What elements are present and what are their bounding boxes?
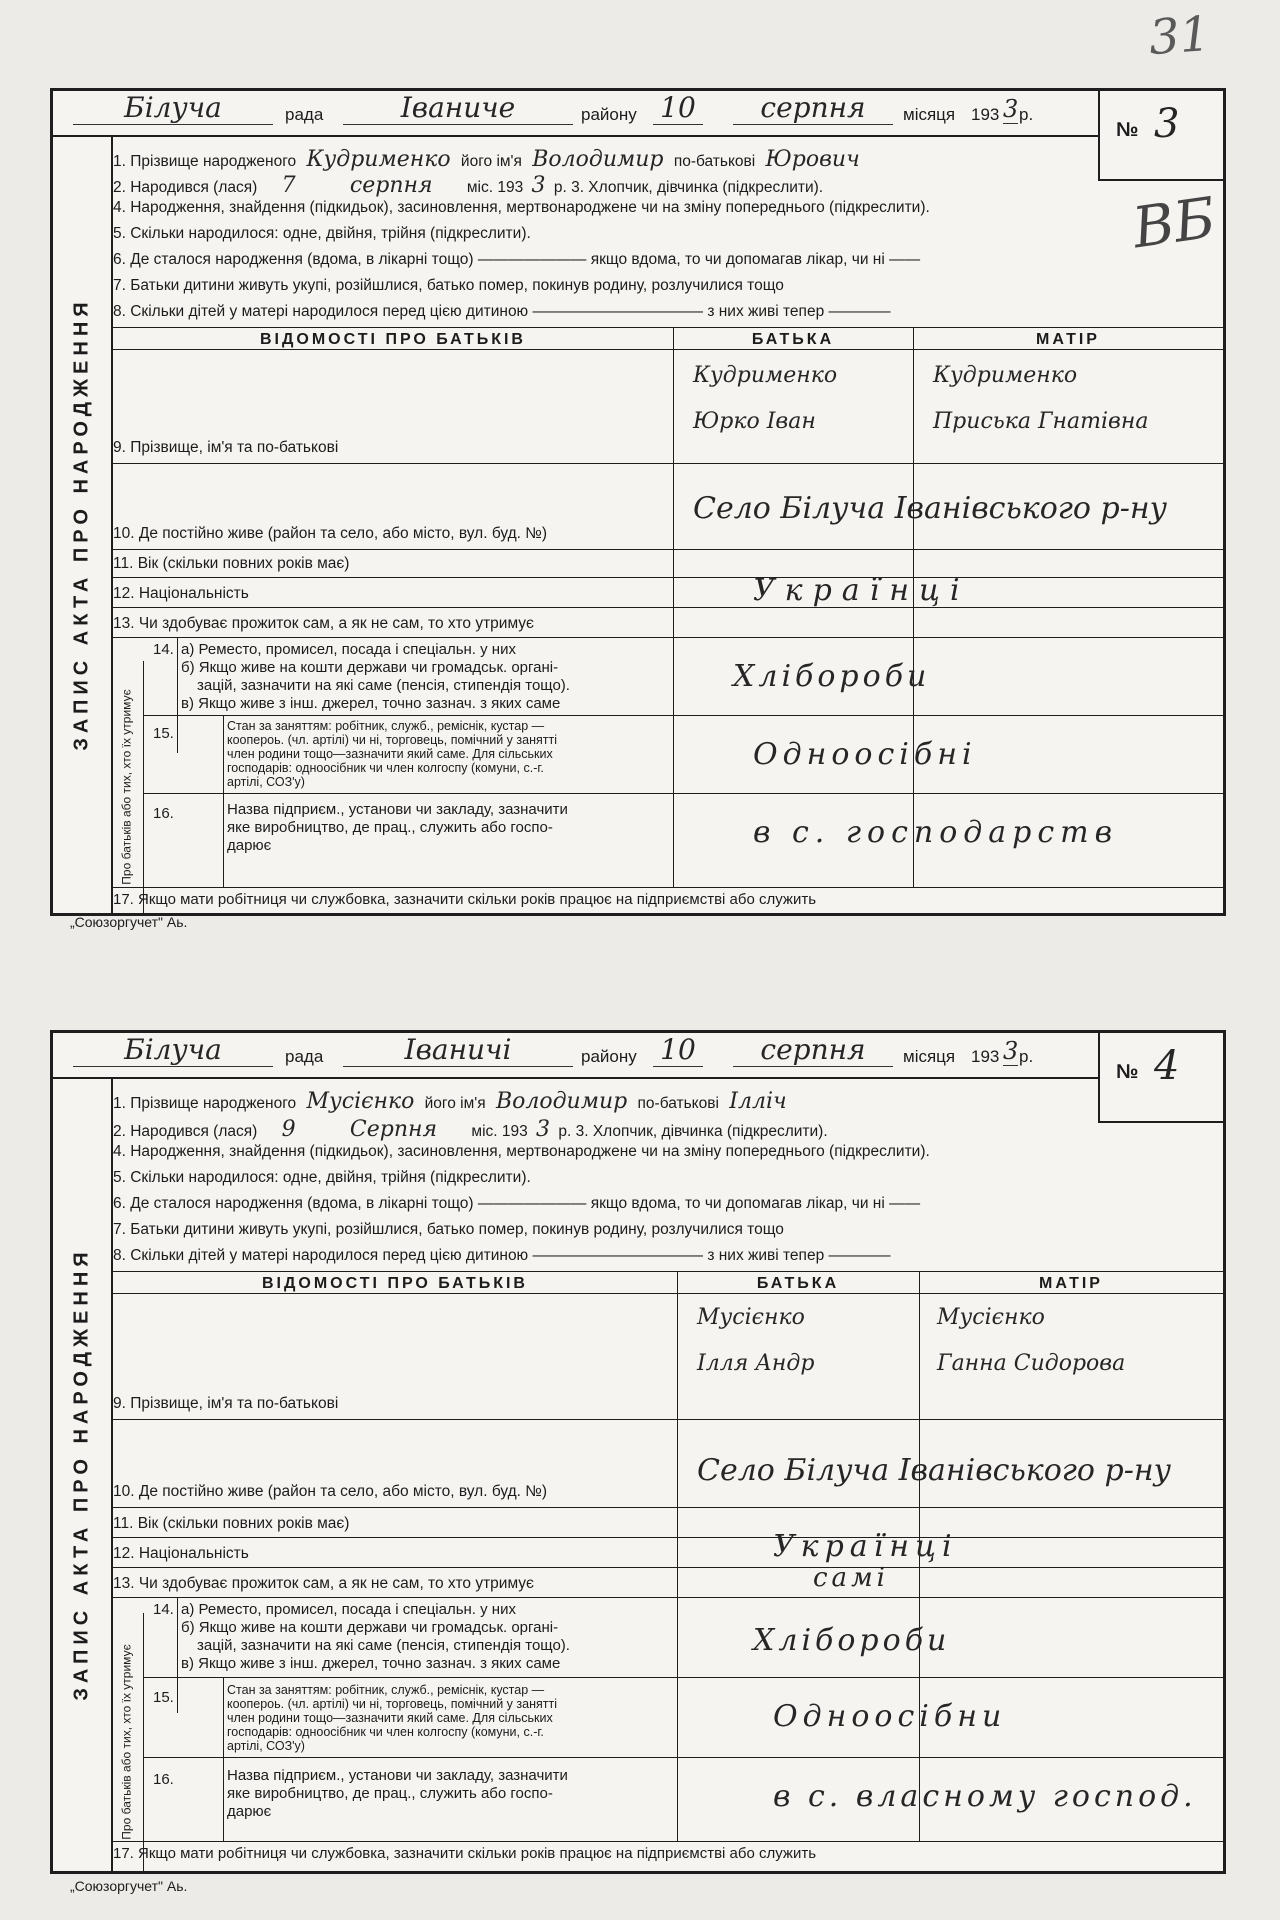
- mother-name: Ганна Сидорова: [937, 1351, 1126, 1376]
- mother-surname: Кудрименко: [933, 363, 1078, 388]
- line-5: 5. Скільки народилося: одне, двійня, трійня (підкреслити).: [113, 225, 531, 242]
- side-subtitle: Про батьків або тих, хто їх утримує: [111, 661, 144, 913]
- month-label: місяця: [903, 105, 956, 124]
- row-14-a: а) Реместо, промисел, посада і спеціальн. у них: [181, 641, 516, 658]
- line-7: 7. Батьки дитини живуть укупі, розійшлися, батько помер, покинув родину, розлучилися тощо: [113, 277, 784, 294]
- village-council-value: Білуча: [73, 91, 273, 125]
- row-9-label: 9. Прізвище, ім'я та по-батькові: [113, 439, 339, 456]
- side-subtitle: Про батьків або тих, хто їх утримує: [111, 1613, 144, 1871]
- line-1: 1. Прізвище народженого Мусієнко його ім'я Володимир по-батькові Ілліч: [113, 1089, 787, 1114]
- village-council-value: Білуча: [73, 1033, 273, 1067]
- row-15-line-3: член родини тощо—зазначити який саме. Для сільських: [227, 1711, 553, 1725]
- printer-imprint-1: „Союзоргучет" Аь.: [70, 914, 188, 930]
- row-14-b2: зацій, зазначити на які саме (пенсія, стипендія тощо).: [197, 677, 570, 694]
- col-mother-header: МАТІР: [1039, 1275, 1103, 1292]
- line-2: 2. Народився (лася) 9 Серпня міс. 193 3 р. 3. Хлопчик, дівчинка (підкреслити).: [113, 1117, 828, 1142]
- row-16-line-1: Назва підприєм., установи чи закладу, зазначити: [227, 1767, 568, 1784]
- father-surname: Кудрименко: [693, 363, 838, 388]
- mother-name: Приська Гнатівна: [933, 409, 1149, 434]
- line-7: 7. Батьки дитини живуть укупі, розійшлися, батько помер, покинув родину, розлучилися тощо: [113, 1221, 784, 1238]
- row-16-line-2: яке виробництво, де прац., служить або госпо-: [227, 819, 553, 836]
- line-8: 8. Скільки дітей у матері народилося перед цією дитиною ——————————— з них живі тепер ————: [113, 1247, 891, 1264]
- row-14-number: 14.: [153, 1601, 174, 1618]
- row-13-label: 13. Чи здобуває прожиток сам, а як не сам, то хто утримує: [113, 615, 534, 632]
- row-15-number: 15.: [153, 725, 174, 742]
- month-label: місяця: [903, 1047, 956, 1066]
- nationality-value: Українці: [753, 573, 970, 608]
- col-info-header: ВІДОМОСТІ ПРО БАТЬКІВ: [262, 1275, 528, 1292]
- row-13-label: 13. Чи здобуває прожиток сам, а як не сам, то хто утримує: [113, 1575, 534, 1592]
- row-11-label: 11. Вік (скільки повних років має): [113, 1515, 350, 1532]
- col-father-header: БАТЬКА: [756, 1275, 840, 1292]
- year-end: р.: [1019, 105, 1034, 124]
- row-10-label: 10. Де постійно живе (район та село, або місто, вул. буд. №): [113, 1483, 548, 1500]
- row-15-line-4: господарів: одноосібник чи член колгоспу (комуни, с.-г.: [227, 1725, 544, 1739]
- year-prefix: 193: [971, 105, 1000, 124]
- day-value: 10: [653, 91, 703, 125]
- row-16-number: 16.: [153, 805, 174, 822]
- row-15-number: 15.: [153, 1689, 174, 1706]
- row-10-label: 10. Де постійно живе (район та село, або місто, вул. буд. №): [113, 525, 548, 542]
- row-15-line-5: артілі, СОЗ'у): [227, 1739, 305, 1753]
- row-16-line-2: яке виробництво, де прац., служить або госпо-: [227, 1785, 553, 1802]
- row-14-number: 14.: [153, 641, 174, 658]
- month-value: серпня: [733, 1033, 893, 1067]
- line-17: 17. Якщо мати робітниця чи службовка, зазначити скільки років працює на підприємстві або служить: [113, 891, 817, 908]
- line-8: 8. Скільки дітей у матері народилося перед цією дитиною ——————————— з них живі тепер ————: [113, 303, 891, 320]
- margin-mark: ВБ: [1128, 185, 1220, 262]
- district-label: району: [581, 1047, 637, 1066]
- row-15-line-3: член родини тощо—зазначити який саме. Для сільських: [227, 747, 553, 761]
- line-1: 1. Прізвище народженого Кудрименко його ім'я Володимир по-батькові Юрович: [113, 147, 860, 172]
- record-number-box: [1098, 1033, 1223, 1123]
- printer-imprint-2: „Союзоргучет" Аь.: [70, 1878, 188, 1894]
- row-14-b2: зацій, зазначити на які саме (пенсія, стипендія тощо).: [197, 1637, 570, 1654]
- row-16-number: 16.: [153, 1771, 174, 1788]
- side-title: ЗАПИС АКТА ПРО НАРОДЖЕННЯ: [53, 1077, 113, 1871]
- row-12-label: 12. Національність: [113, 585, 249, 602]
- row-14-a: а) Реместо, промисел, посада і спеціальн. у них: [181, 1601, 516, 1618]
- row-14-b1: б) Якщо живе на кошти держави чи громадськ. органі-: [181, 659, 559, 676]
- district-value: Іваниче: [343, 91, 573, 125]
- line-5: 5. Скільки народилося: одне, двійня, трійня (підкреслити).: [113, 1169, 531, 1186]
- residence-value: Село Білуча Іванівського р-ну: [697, 1453, 1172, 1488]
- record-number-label: №: [1116, 119, 1139, 141]
- father-name: Юрко Іван: [693, 409, 816, 434]
- record-number-box: [1098, 91, 1223, 181]
- col-mother-header: МАТІР: [1036, 331, 1100, 348]
- support-value: самі: [813, 1563, 889, 1593]
- district-value: Іваничі: [343, 1033, 573, 1067]
- residence-value: Село Білуча Іванівського р-ну: [693, 491, 1168, 526]
- occupation-value: Хлібороби: [753, 1623, 951, 1658]
- record-number-value: 4: [1154, 1043, 1180, 1089]
- status-value: Одноосібни: [773, 1699, 1007, 1734]
- workplace-value: в с. господарств: [753, 815, 1119, 850]
- year-suffix: 3: [1003, 1037, 1019, 1065]
- rada-label: рада: [285, 105, 324, 124]
- col-father-header: БАТЬКА: [751, 331, 835, 348]
- line-6: 6. Де сталося народження (вдома, в лікарні тощо) ——————— якщо вдома, то чи допомагав лікар, чи ні ——: [113, 1195, 921, 1212]
- row-16-line-3: дарює: [227, 837, 272, 854]
- row-14-c: в) Якщо живе з інш. джерел, точно зазнач. з яких саме: [181, 1655, 561, 1672]
- year-end: р.: [1019, 1047, 1034, 1066]
- row-12-label: 12. Національність: [113, 1545, 249, 1562]
- workplace-value: в с. власному господ.: [773, 1779, 1197, 1814]
- line-2: 2. Народився (лася) 7 серпня міс. 193 3 р. 3. Хлопчик, дівчинка (підкреслити).: [113, 173, 824, 198]
- row-15-line-1: Стан за заняттям: робітник, служб., реміснік, кустар —: [227, 719, 545, 733]
- rada-label: рада: [285, 1047, 324, 1066]
- archive-page-number: 31: [1147, 5, 1212, 67]
- record-number-label: №: [1116, 1061, 1139, 1083]
- line-6: 6. Де сталося народження (вдома, в лікарні тощо) ——————— якщо вдома, то чи допомагав лікар, чи ні ——: [113, 251, 921, 268]
- birth-record-form-1: [50, 88, 1226, 916]
- line-4: 4. Народження, знайдення (підкидьок), засиновлення, мертвонароджене чи на зміну попереднього (підкреслити).: [113, 1143, 930, 1160]
- month-value: серпня: [733, 91, 893, 125]
- row-14-c: в) Якщо живе з інш. джерел, точно зазнач. з яких саме: [181, 695, 561, 712]
- father-surname: Мусієнко: [697, 1305, 805, 1330]
- line-4: 4. Народження, знайдення (підкидьок), засиновлення, мертвонароджене чи на зміну попереднього (підкреслити).: [113, 199, 930, 216]
- nationality-value: Українці: [773, 1529, 958, 1564]
- district-label: району: [581, 105, 637, 124]
- row-16-line-3: дарює: [227, 1803, 272, 1820]
- row-16-line-1: Назва підприєм., установи чи закладу, зазначити: [227, 801, 568, 818]
- row-15-line-1: Стан за заняттям: робітник, служб., реміснік, кустар —: [227, 1683, 545, 1697]
- row-9-label: 9. Прізвище, ім'я та по-батькові: [113, 1395, 339, 1412]
- row-15-line-5: артілі, СОЗ'у): [227, 775, 305, 789]
- row-14-b1: б) Якщо живе на кошти держави чи громадськ. органі-: [181, 1619, 559, 1636]
- row-15-line-2: коопероь. (чл. артілі) чи ні, торговець, помічний у занятті: [227, 1697, 557, 1711]
- form-header: [53, 1033, 1223, 1079]
- side-title: ЗАПИС АКТА ПРО НАРОДЖЕННЯ: [53, 135, 113, 913]
- row-11-label: 11. Вік (скільки повних років має): [113, 555, 350, 572]
- birth-record-form-2: [50, 1030, 1226, 1874]
- col-info-header: ВІДОМОСТІ ПРО БАТЬКІВ: [260, 331, 526, 348]
- mother-surname: Мусієнко: [937, 1305, 1045, 1330]
- status-value: Одноосібні: [753, 737, 977, 772]
- occupation-value: Хлібороби: [733, 659, 931, 694]
- row-15-line-2: коопероь. (чл. артілі) чи ні, торговець, помічний у занятті: [227, 733, 557, 747]
- row-15-line-4: господарів: одноосібник чи член колгоспу (комуни, с.-г.: [227, 761, 544, 775]
- year-prefix: 193: [971, 1047, 1000, 1066]
- day-value: 10: [653, 1033, 703, 1067]
- record-number-value: 3: [1154, 101, 1180, 147]
- form-header: [53, 91, 1223, 137]
- line-17: 17. Якщо мати робітниця чи службовка, зазначити скільки років працює на підприємстві або служить: [113, 1845, 817, 1862]
- father-name: Ілля Андр: [697, 1351, 815, 1376]
- year-suffix: 3: [1003, 95, 1019, 123]
